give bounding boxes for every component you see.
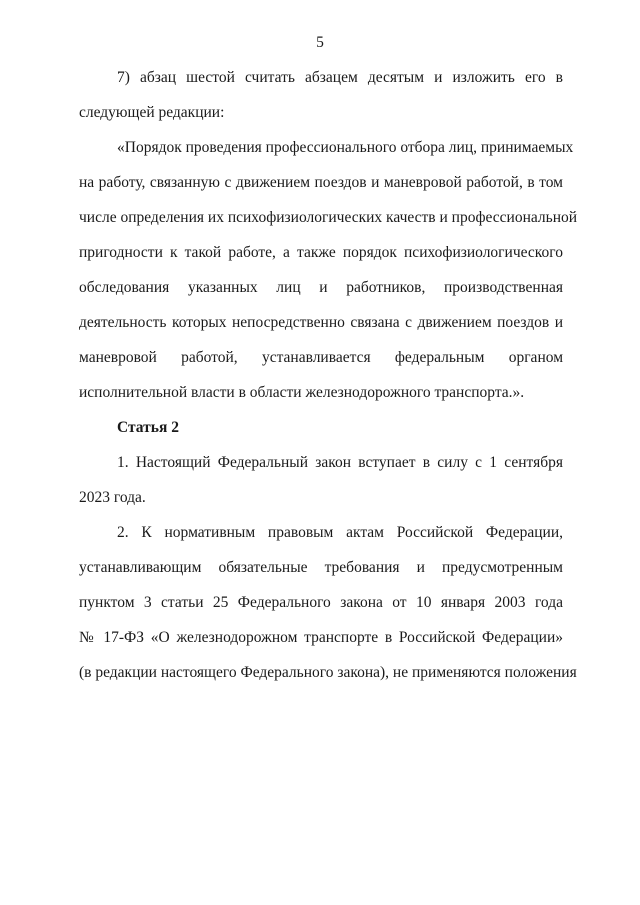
- paragraph-3-line-1: 1. Настоящий Федеральный закон вступает в силу с 1 сентября: [117, 454, 563, 471]
- paragraph-4-line-1: 2. К нормативным правовым актам Российской Федерации,: [117, 524, 563, 541]
- paragraph-1-line-1: 7) абзац шестой считать абзацем десятым и изложить его в: [117, 69, 563, 86]
- paragraph-4-line-3: пунктом 3 статьи 25 Федерального закона от 10 января 2003 года: [79, 594, 563, 611]
- paragraph-4-line-2: устанавливающим обязательные требования и предусмотренным: [79, 559, 563, 576]
- paragraph-4-line-5: (в редакции настоящего Федерального закона), не применяются положения: [79, 664, 577, 681]
- paragraph-2-line-7: маневровой работой, устанавливается федеральным органом: [79, 349, 563, 366]
- paragraph-4-line-4: № 17-ФЗ «О железнодорожном транспорте в Российской Федерации»: [79, 629, 563, 646]
- paragraph-2-line-8: исполнительной власти в области железнодорожного транспорта.».: [79, 384, 525, 401]
- paragraph-3-line-2: 2023 года.: [79, 489, 146, 506]
- article-heading: Статья 2: [117, 419, 179, 436]
- paragraph-1-line-2: следующей редакции:: [79, 104, 225, 121]
- paragraph-2-line-1: «Порядок проведения профессионального отбора лиц, принимаемых: [117, 139, 574, 156]
- paragraph-2-line-4: пригодности к такой работе, а также порядок психофизиологического: [79, 244, 563, 261]
- paragraph-2-line-6: деятельность которых непосредственно связана с движением поездов и: [79, 314, 563, 331]
- document-body: [79, 66, 578, 696]
- paragraph-2-line-2: на работу, связанную с движением поездов и маневровой работой, в том: [79, 174, 563, 191]
- paragraph-2-line-5: обследования указанных лиц и работников, производственная: [79, 279, 563, 296]
- paragraph-2-line-3: числе определения их психофизиологических качеств и профессиональной: [79, 209, 578, 226]
- page-number: 5: [316, 34, 324, 51]
